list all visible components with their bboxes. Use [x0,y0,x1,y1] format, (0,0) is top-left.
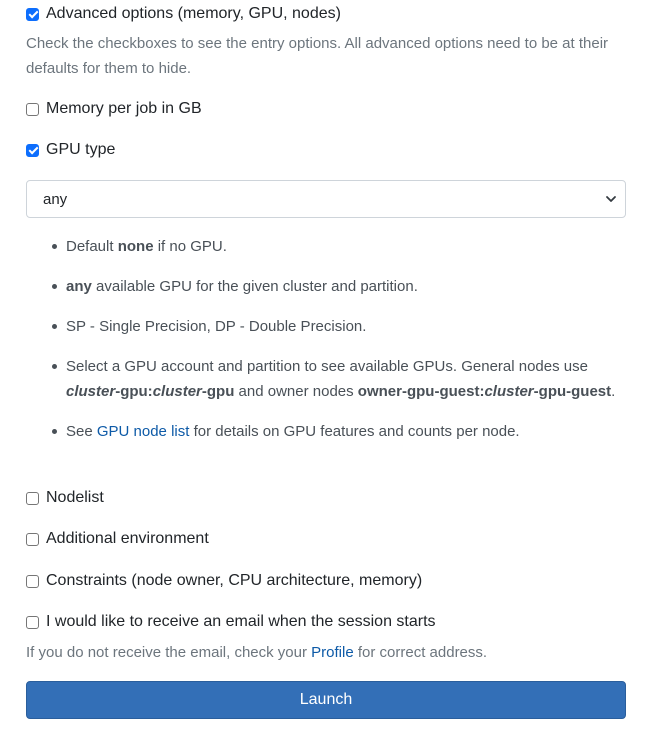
memory-row[interactable] [26,97,202,121]
chevron-down-icon [605,193,617,205]
environment-label: Additional environment [46,530,209,547]
gpu-help-list [52,234,632,459]
gpu-type-label: GPU type [46,141,116,158]
advanced-options-label: Advanced options (memory, GPU, nodes) [46,5,341,22]
constraints-row[interactable] [26,569,422,593]
memory-label: Memory per job in GB [46,100,202,117]
gpu-help-item: Select a GPU account and partition to see available GPUs. General nodes use cluster-gpu:cluster-gpu and owner nodes owner-gpu-guest:cluster-gpu-guest. [52,354,632,404]
constraints-checkbox[interactable] [26,575,39,588]
advanced-options-help: Check the checkboxes to see the entry options. All advanced options need to be at their defaults for them to hide. [26,35,609,77]
advanced-options-checkbox[interactable] [26,8,39,21]
environment-checkbox[interactable] [26,533,39,546]
gpu-type-row[interactable] [26,138,115,162]
email-label: I would like to receive an email when the session starts [46,613,436,630]
gpu-help-item: SP - Single Precision, DP - Double Precision. [52,314,632,339]
email-help: If you do not receive the email, check your Profile for correct address. [26,644,488,661]
environment-row[interactable] [26,527,209,551]
nodelist-label: Nodelist [46,489,104,506]
gpu-type-select[interactable] [26,180,626,218]
gpu-help-item: See GPU node list for details on GPU features and counts per node. [52,419,632,444]
gpu-help-item: any available GPU for the given cluster and partition. [52,274,632,299]
gpu-type-selected-value: any [43,190,68,208]
launch-button[interactable]: Launch [26,681,626,719]
gpu-help-item: Default none if no GPU. [52,234,632,259]
nodelist-row[interactable] [26,486,104,510]
email-checkbox[interactable] [26,616,39,629]
memory-checkbox[interactable] [26,103,39,116]
email-row[interactable] [26,610,436,634]
gpu-node-list-link[interactable]: GPU node list [96,423,190,440]
advanced-options-row[interactable] [26,2,341,26]
constraints-label: Constraints (node owner, CPU architecture, memory) [46,572,423,589]
gpu-type-checkbox[interactable] [26,144,39,157]
profile-link[interactable]: Profile [311,644,354,661]
nodelist-checkbox[interactable] [26,492,39,505]
